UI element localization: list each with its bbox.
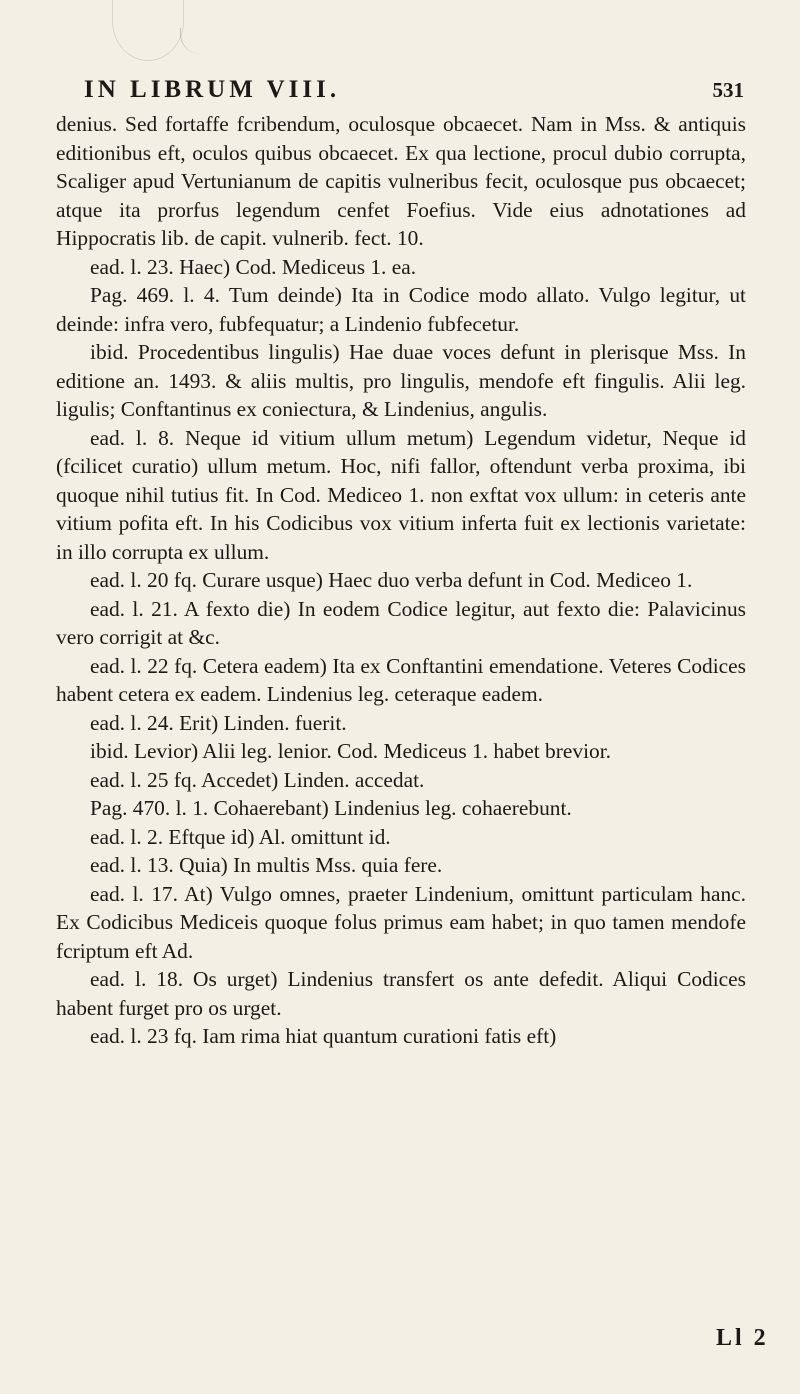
running-head: IN LIBRUM VIII. bbox=[84, 76, 341, 103]
paragraph: ead. l. 23. Haec) Cod. Mediceus 1. ea. bbox=[90, 254, 417, 279]
paragraph: ibid. Levior) Alii leg. lenior. Cod. Mediceus 1. habet brevior. bbox=[90, 739, 611, 763]
paragraph: ibid. Procedentibus lingulis) Hae duae voces defunt in plerisque Mss. In editione an. 1493. & aliis multis, pro lingulis, mendofe eft fingulis. Alii leg. ligulis; Conftantinus ex coniectura, & Lindenius, angulis. bbox=[56, 340, 746, 421]
paragraph: denius. Sed fortaffe fcribendum, oculosque obcaecet. Nam in Mss. & antiquis editionibus eft, oculos quibus obcaecet. Ex qua lectione, procul dubio corrupta, Scaliger apud Vertunianum de capitis vulneribus fecit, oculosque pus obcaecet; atque ita prorfus legendum cenfet Foefius. Vide eius adnotationes ad Hippocratis lib. de capit. vulnerib. fect. 10. bbox=[56, 112, 746, 250]
paragraph: ead. l. 2. Eftque id) Al. omittunt id. bbox=[90, 824, 391, 849]
page-number: 531 bbox=[712, 78, 744, 102]
paragraph: ead. l. 20 fq. Curare usque) Haec duo verba defunt in Cod. Mediceo 1. bbox=[90, 568, 693, 592]
page-stain-mark bbox=[180, 28, 205, 54]
signature-mark: Ll 2 bbox=[716, 1325, 769, 1351]
paragraph: ead. l. 13. Quia) In multis Mss. quia fere. bbox=[90, 853, 443, 877]
body-text bbox=[56, 110, 746, 1051]
paragraph: ead. l. 18. Os urget) Lindenius transfert os ante defedit. Aliqui Codices habent furget pro os urget. bbox=[56, 967, 746, 1020]
paragraph: ead. l. 8. Neque id vitium ullum metum) Legendum videtur, Neque id (fcilicet curatio) ullum metum. Hoc, nifi fallor, oftendunt verba proxima, ibi quoque nihil tutius fit. In Cod. Mediceo 1. non exftat vox ullum: in ceteris ante vitium pofita eft. In his Codicibus vox vitium inferta fuit ex lectionis varietate: in illo corrupta ex ullum. bbox=[56, 425, 746, 564]
paragraph: ead. l. 17. At) Vulgo omnes, praeter Lindenium, omittunt particulam hanc. Ex Codicibus Mediceis quoque folus primus eam habet; in quo tamen mendofe fcriptum eft Ad. bbox=[56, 881, 746, 963]
paragraph: ead. l. 22 fq. Cetera eadem) Ita ex Conftantini emendatione. Veteres Codices habent cetera ex eadem. Lindenius leg. ceteraque eadem. bbox=[56, 653, 746, 706]
page-header bbox=[84, 76, 744, 110]
paragraph: Pag. 470. l. 1. Cohaerebant) Lindenius leg. cohaerebunt. bbox=[90, 796, 572, 820]
paragraph: Pag. 469. l. 4. Tum deinde) Ita in Codice modo allato. Vulgo legitur, ut deinde: infra vero, fubfequatur; a Lindenio fubfecetur. bbox=[56, 283, 746, 336]
paragraph: ead. l. 25 fq. Accedet) Linden. accedat. bbox=[90, 767, 425, 792]
paragraph: ead. l. 21. A fexto die) In eodem Codice legitur, aut fexto die: Palavicinus vero corrigit at &c. bbox=[56, 596, 746, 649]
paragraph: ead. l. 23 fq. Iam rima hiat quantum curationi fatis eft) bbox=[90, 1024, 557, 1048]
page-stain bbox=[112, 0, 184, 61]
paragraph: ead. l. 24. Erit) Linden. fuerit. bbox=[90, 710, 347, 735]
